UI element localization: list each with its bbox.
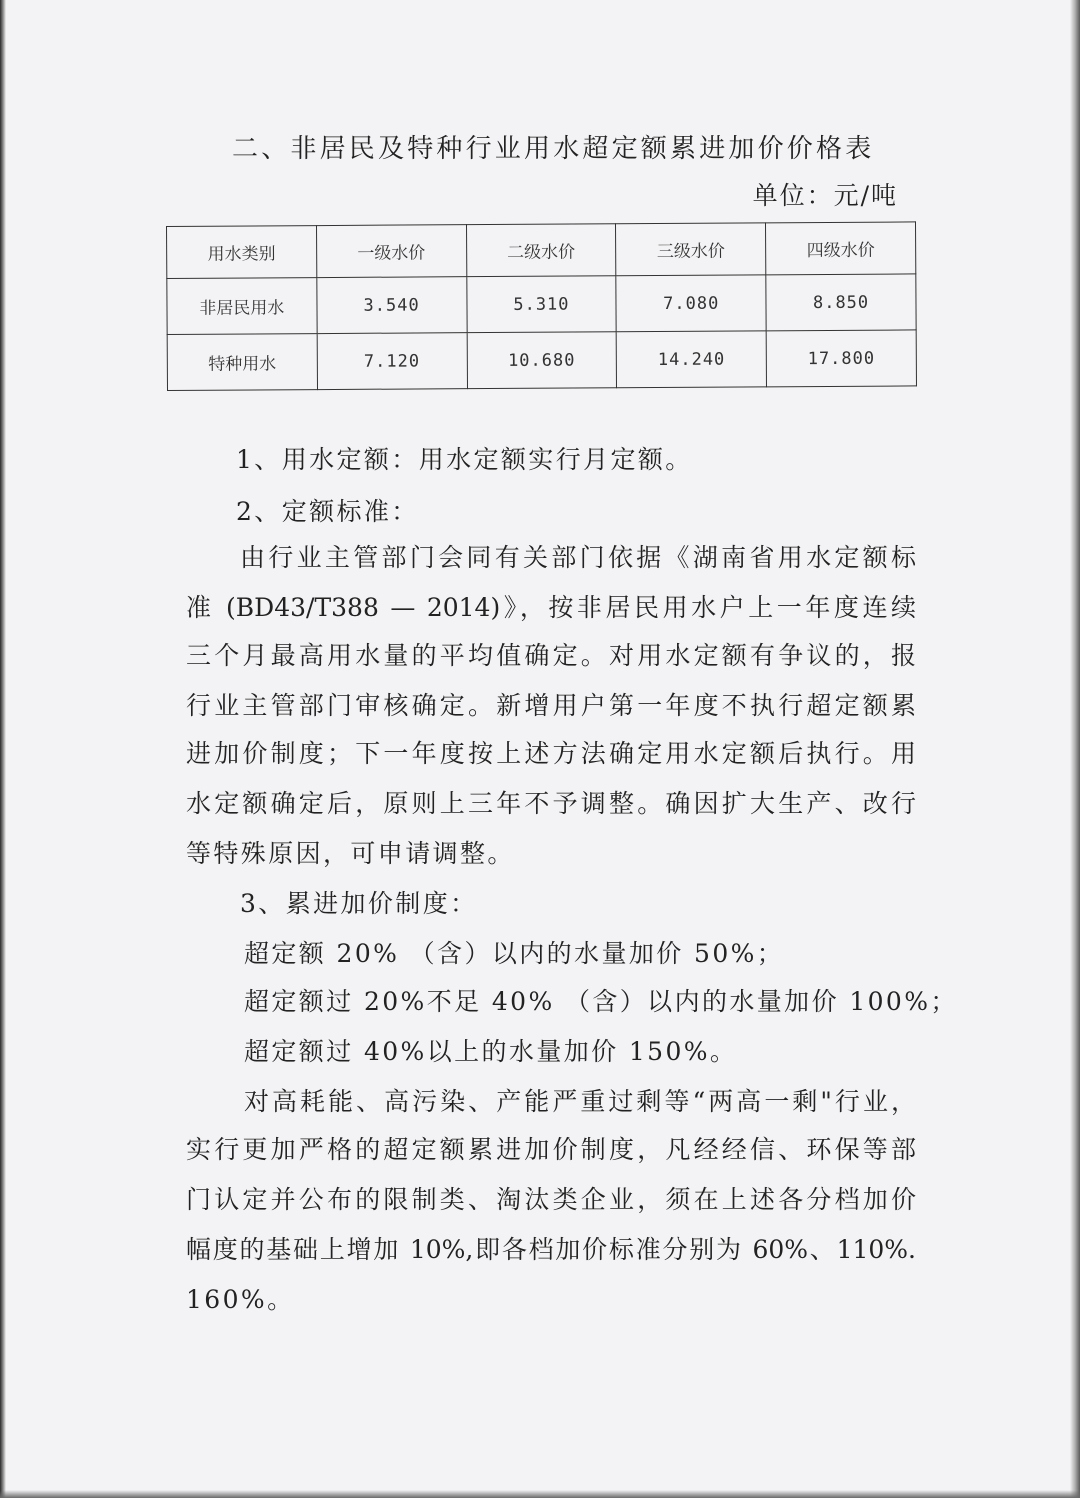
unit-label: 单位：元/吨	[752, 181, 898, 210]
price-table	[166, 221, 917, 391]
table-cell-price: 7.080	[616, 275, 766, 332]
document-title: 二、非居民及特种行业用水超定额累进加价价格表	[232, 134, 875, 164]
table-cell-price: 14.240	[616, 331, 766, 388]
scan-edge-right	[1070, 0, 1080, 1498]
table-row-category: 非居民用水	[167, 278, 317, 335]
table-header-row	[167, 222, 916, 279]
section-2-line: 行业主管部门审核确定。新增用户第一年度不执行超定额累	[186, 691, 916, 720]
table-cell-price: 8.850	[766, 274, 916, 331]
section-2-line: 进加价制度；下一年度按上述方法确定用水定额后执行。用	[186, 739, 916, 768]
table-cell-price: 10.680	[467, 332, 617, 389]
section-2-line: 水定额确定后，原则上三年不予调整。确因扩大生产、改行	[186, 789, 916, 818]
closing-line: 实行更加严格的超定额累进加价制度，凡经经信、环保等部	[186, 1135, 916, 1164]
closing-line: 160%。	[186, 1285, 295, 1314]
section-2-line: 由行业主管部门会同有关部门依据《湖南省用水定额标	[240, 543, 916, 572]
table-row	[167, 274, 916, 335]
table-header-cell: 用水类别	[167, 226, 317, 279]
table-cell-price: 17.800	[766, 330, 916, 387]
table-header-cell: 二级水价	[466, 224, 616, 277]
section-2-heading: 2、定额标准：	[236, 497, 419, 526]
section-3-item: 超定额过 20%不足 40% （含）以内的水量加价 100%；	[244, 987, 958, 1016]
section-3-item: 超定额过 40%以上的水量加价 150%。	[244, 1037, 738, 1066]
table-cell-price: 7.120	[317, 333, 467, 390]
section-2-line: 等特殊原因，可申请调整。	[186, 839, 515, 868]
section-3-heading: 3、累进加价制度：	[240, 889, 478, 918]
scan-edge-bottom	[0, 1490, 1080, 1498]
table-cell-price: 5.310	[466, 276, 616, 333]
section-2-line: 准 (BD43/T388 — 2014)》，按非居民用水户上一年度连续	[186, 593, 916, 622]
section-1-text: 1、用水定额：用水定额实行月定额。	[236, 445, 693, 474]
table-header-cell: 三级水价	[616, 223, 766, 276]
closing-line: 幅度的基础上增加 10%,即各档加价标准分别为 60%、110%.	[186, 1235, 916, 1264]
table-header-cell: 一级水价	[316, 225, 466, 278]
table-cell-price: 3.540	[317, 277, 467, 334]
table-row-category: 特种用水	[167, 334, 317, 391]
table-row	[167, 330, 916, 391]
closing-line: 门认定并公布的限制类、淘汰类企业，须在上述各分档加价	[186, 1185, 916, 1214]
section-2-line: 三个月最高用水量的平均值确定。对用水定额有争议的，报	[186, 641, 916, 670]
scan-edge-left	[0, 0, 6, 1498]
table-header-cell: 四级水价	[766, 222, 916, 275]
section-3-item: 超定额 20% （含）以内的水量加价 50%；	[244, 939, 785, 968]
closing-line: 对高耗能、高污染、产能严重过剩等“两高一剩"行业，	[244, 1087, 916, 1116]
